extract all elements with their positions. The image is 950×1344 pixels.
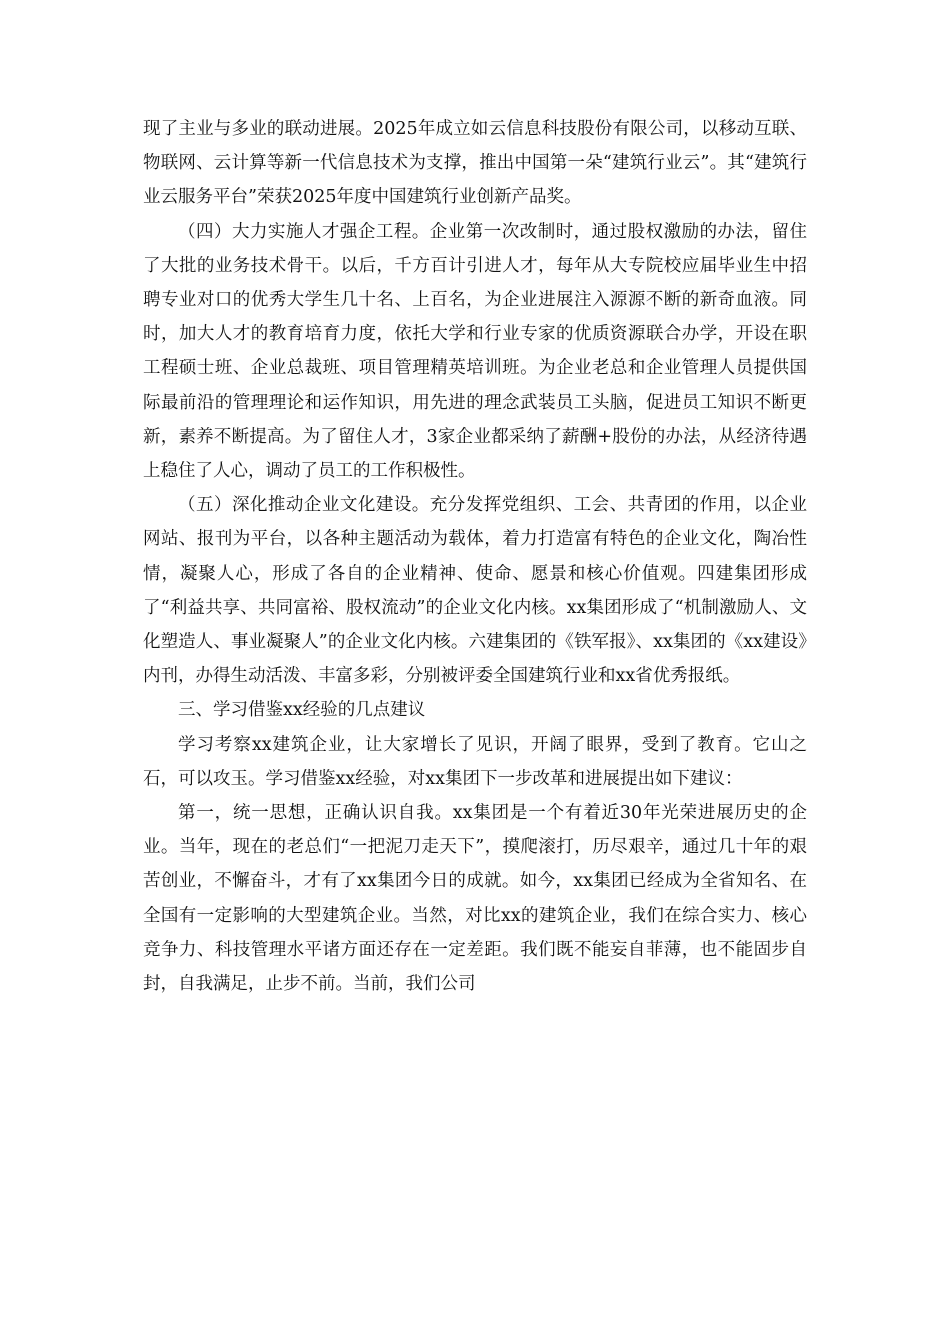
section-heading: 三、学习借鉴xx经验的几点建议 — [178, 700, 426, 721]
document-page — [143, 112, 807, 1001]
paragraph-continuation: 现了主业与多业的联动进展。2025年成立如云信息科技股份有限公司，以移动互联、物联网、云计算等新一代信息技术为支撑，推出中国第一朵“建筑行业云”。其“建筑行业云服务平台”荣获2025年度中国建筑行业创新产品奖。 — [143, 119, 807, 208]
paragraph-study-intro: 学习考察xx建筑企业，让大家增长了见识，开阔了眼界，受到了教育。它山之石，可以攻玉。学习借鉴xx经验，对xx集团下一步改革和进展提出如下建议： — [143, 734, 807, 789]
paragraph-first-suggestion: 第一，统一思想，正确认识自我。xx集团是一个有着近30年光荣进展历史的企业。当年，现在的老总们“一把泥刀走天下”，摸爬滚打，历尽艰辛，通过几十年的艰苦创业，不懈奋斗，才有了xx集团今日的成就。如今，xx集团已经成为全省知名、在全国有一定影响的大型建筑企业。当然，对比xx的建筑企业，我们在综合实力、核心竞争力、科技管理水平诸方面还存在一定差距。我们既不能妄自菲薄，也不能固步自封，自我满足，止步不前。当前，我们公司 — [143, 803, 807, 995]
paragraph-talent-project: （四）大力实施人才强企工程。企业第一次改制时，通过股权激励的办法，留住了大批的业务技术骨干。以后，千方百计引进人才，每年从大专院校应届毕业生中招聘专业对口的优秀大学生几十名、上百名，为企业进展注入源源不断的新奇血液。同时，加大人才的教育培育力度，依托大学和行业专家的优质资源联合办学，开设在职工程硕士班、企业总裁班、项目管理精英培训班。为企业老总和企业管理人员提供国际最前沿的管理理论和运作知识，用先进的理念武装员工头脑，促进员工知识不断更新，素养不断提高。为了留住人才，3家企业都采纳了薪酬+股份的办法，从经济待遇上稳住了人心，调动了员工的工作积极性。 — [143, 221, 807, 482]
paragraph-corporate-culture: （五）深化推动企业文化建设。充分发挥党组织、工会、共青团的作用，以企业网站、报刊为平台，以各种主题活动为载体，着力打造富有特色的企业文化，陶冶性情，凝聚人心，形成了各自的企业精神、使命、愿景和核心价值观。四建集团形成了“利益共享、共同富裕、股权流动”的企业文化内核。xx集团形成了“机制激励人、文化塑造人、事业凝聚人”的企业文化内核。六建集团的《铁军报》、xx集团的《xx建设》内刊，办得生动活泼、丰富多彩，分别被评委全国建筑行业和xx省优秀报纸。 — [143, 495, 807, 687]
